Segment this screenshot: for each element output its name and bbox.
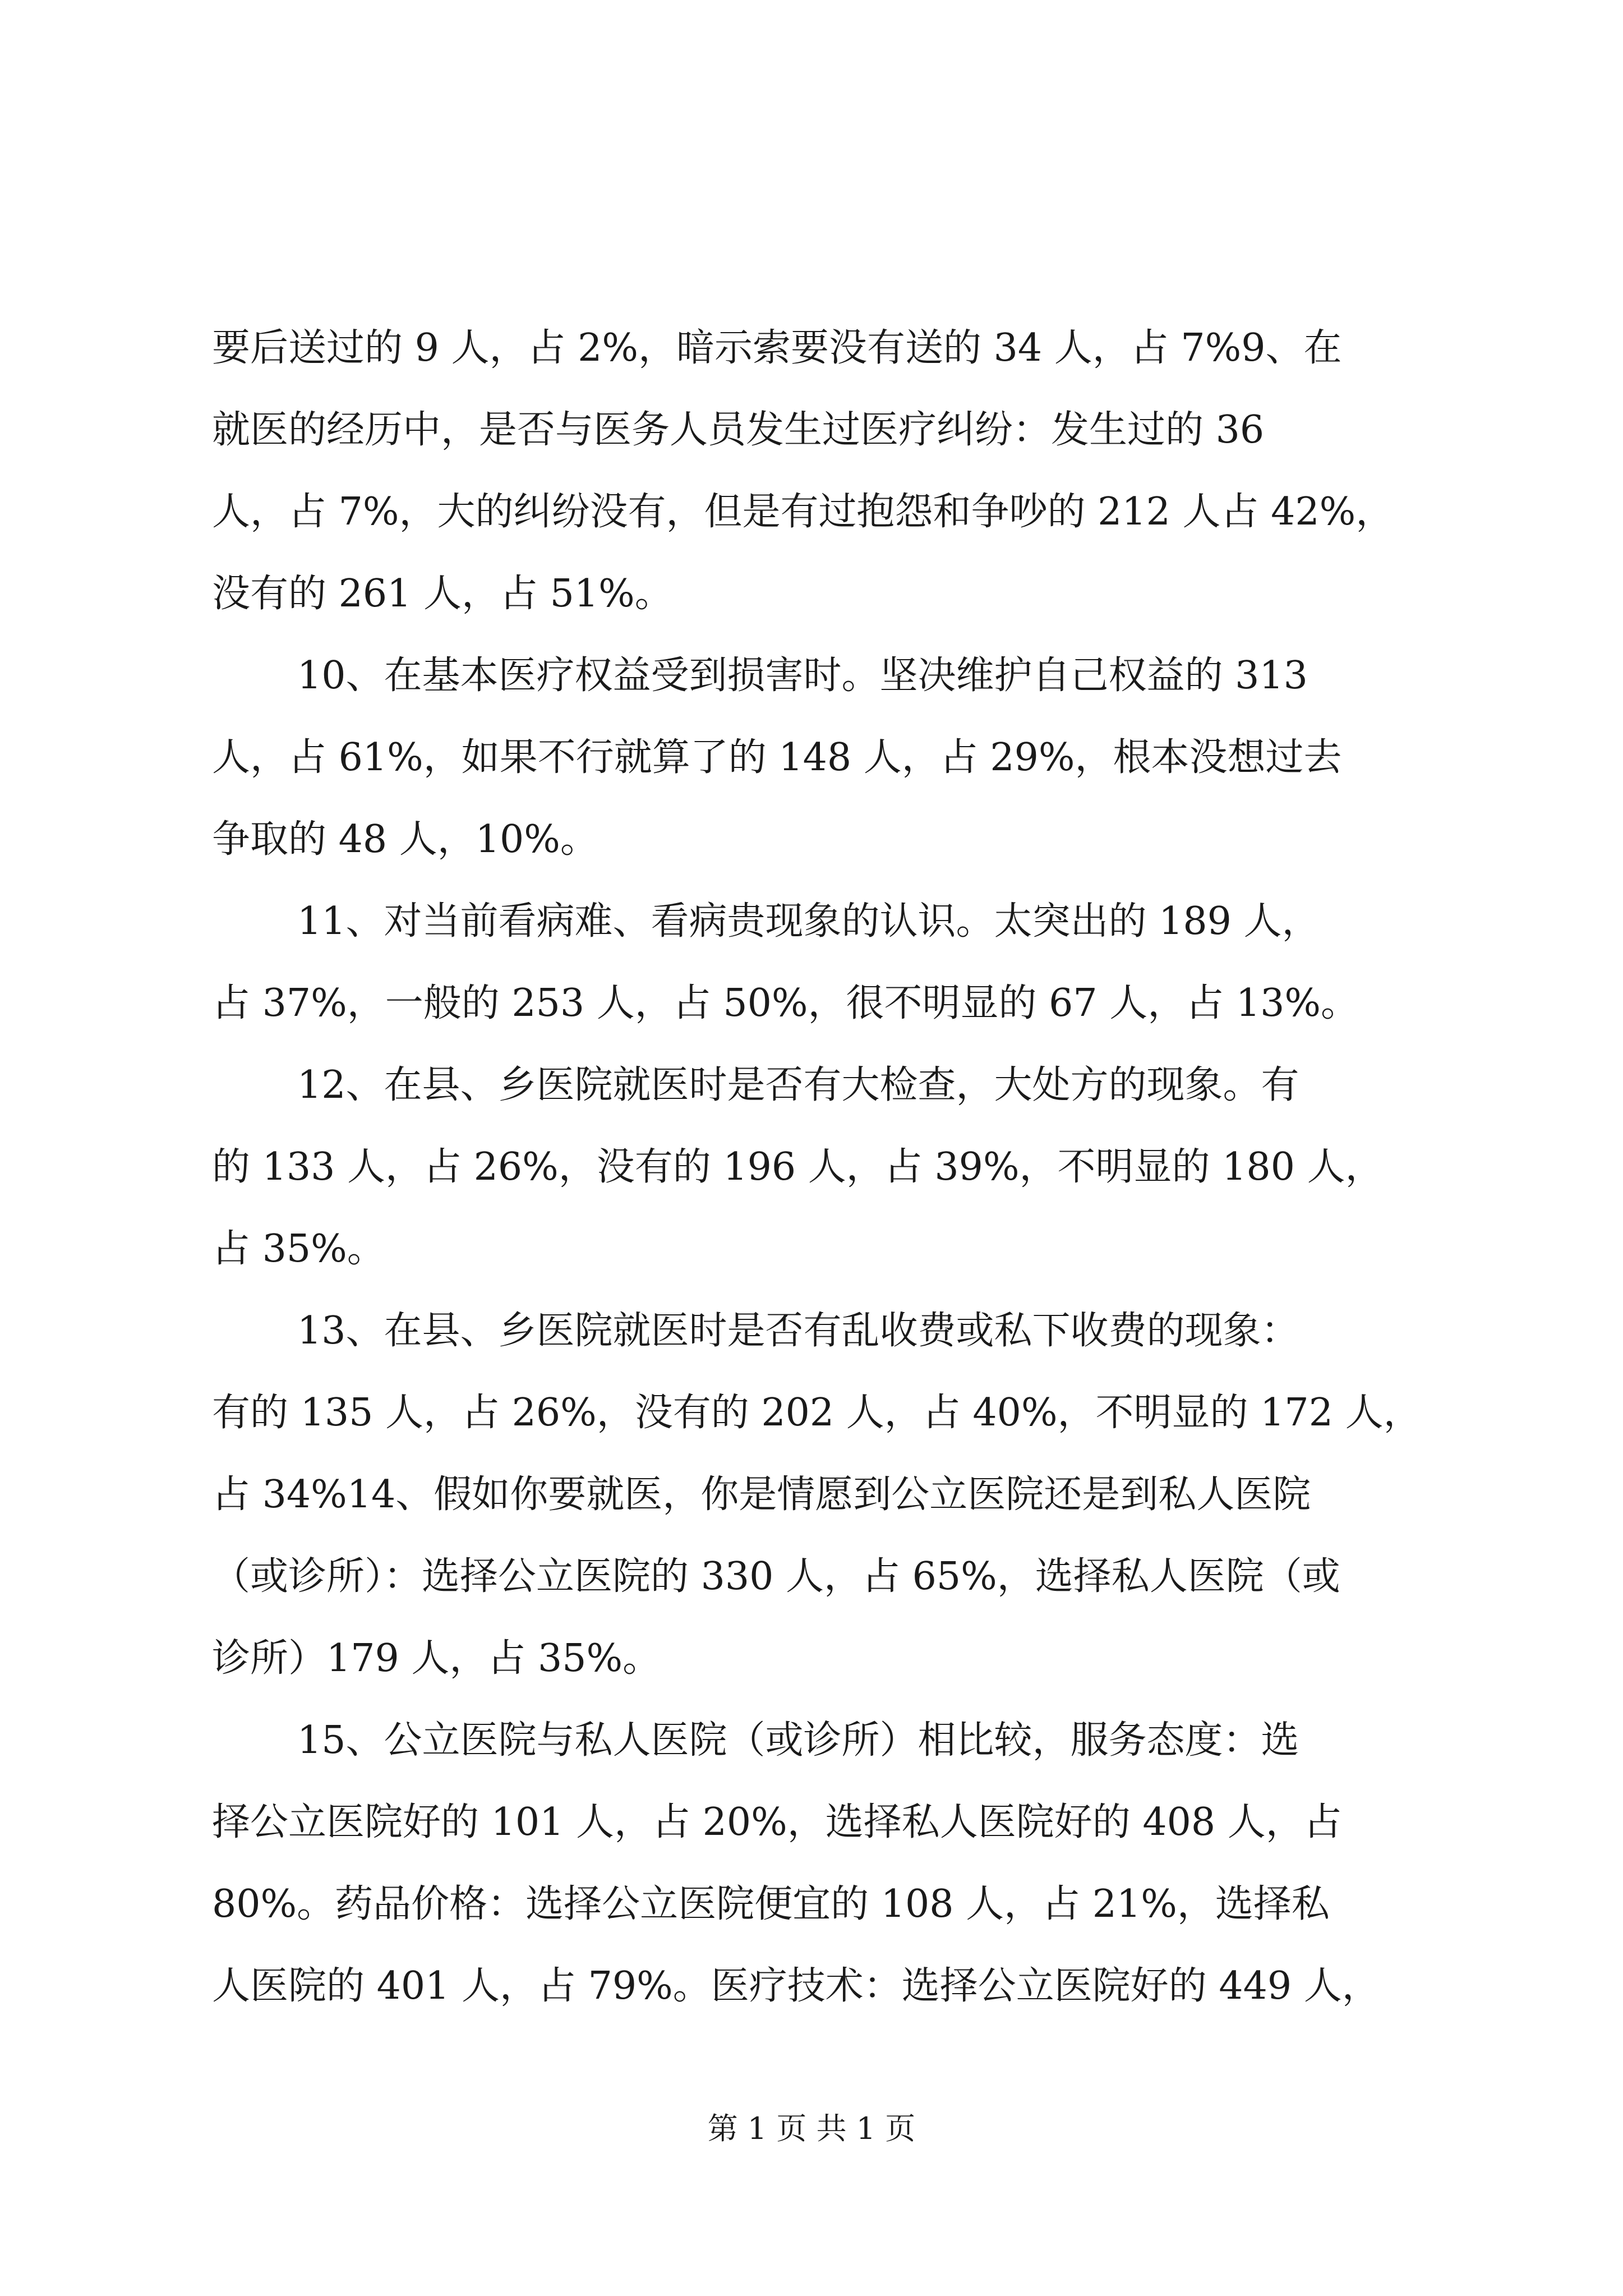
text-line-21: 人医院的 401 人，占 79%。医疗技术：选择公立医院好的 449 人，: [212, 1964, 1380, 2008]
text-line-1: 要后送过的 9 人，占 2%，暗示索要没有送的 34 人，占 7%9、在: [212, 326, 1342, 370]
text-line-3: 人，占 7%，大的纠纷没有，但是有过抱怨和争吵的 212 人占 42%，: [212, 490, 1394, 534]
text-line-4: 没有的 261 人，占 51%。: [212, 572, 673, 616]
text-line-13: 13、在县、乡医院就医时是否有乱收费或私下收费的现象：: [297, 1309, 1299, 1353]
text-line-9: 占 37%，一般的 253 人，占 50%，很不明显的 67 人，占 13%。: [212, 981, 1359, 1025]
text-line-16: （或诊所）：选择公立医院的 330 人，占 65%，选择私人医院（或: [212, 1554, 1340, 1599]
text-line-20: 80%。药品价格：选择公立医院便宜的 108 人，占 21%，选择私: [212, 1882, 1330, 1926]
text-line-15: 占 34%14、假如你要就医，你是情愿到公立医院还是到私人医院: [212, 1473, 1311, 1517]
text-line-11: 的 133 人，占 26%，没有的 196 人，占 39%，不明显的 180 人，: [212, 1145, 1384, 1189]
document-body: [212, 307, 1485, 2027]
text-line-8: 11、对当前看病难、看病贵现象的认识。太突出的 189 人，: [297, 899, 1320, 944]
text-line-7: 争取的 48 人，10%。: [212, 817, 598, 862]
text-line-19: 择公立医院好的 101 人，占 20%，选择私人医院好的 408 人，占: [212, 1800, 1342, 1844]
page-number-label: 第 1 页 共 1 页: [707, 2111, 916, 2146]
text-line-6: 人，占 61%，如果不行就算了的 148 人，占 29%，根本没想过去: [212, 735, 1342, 780]
text-line-14: 有的 135 人，占 26%，没有的 202 人，占 40%，不明显的 172 人，: [212, 1391, 1422, 1435]
text-line-18: 15、公立医院与私人医院（或诊所）相比较，服务态度：选: [297, 1718, 1299, 1763]
text-line-10: 12、在县、乡医院就医时是否有大检查，大处方的现象。有: [297, 1063, 1299, 1107]
text-line-2: 就医的经历中，是否与医务人员发生过医疗纠纷：发生过的 36: [212, 408, 1265, 452]
text-line-5: 10、在基本医疗权益受到损害时。坚决维护自己权益的 313: [297, 654, 1308, 698]
page-footer: [0, 2109, 1623, 2148]
text-line-17: 诊所）179 人，占 35%。: [212, 1636, 661, 1681]
text-line-12: 占 35%。: [212, 1227, 385, 1271]
